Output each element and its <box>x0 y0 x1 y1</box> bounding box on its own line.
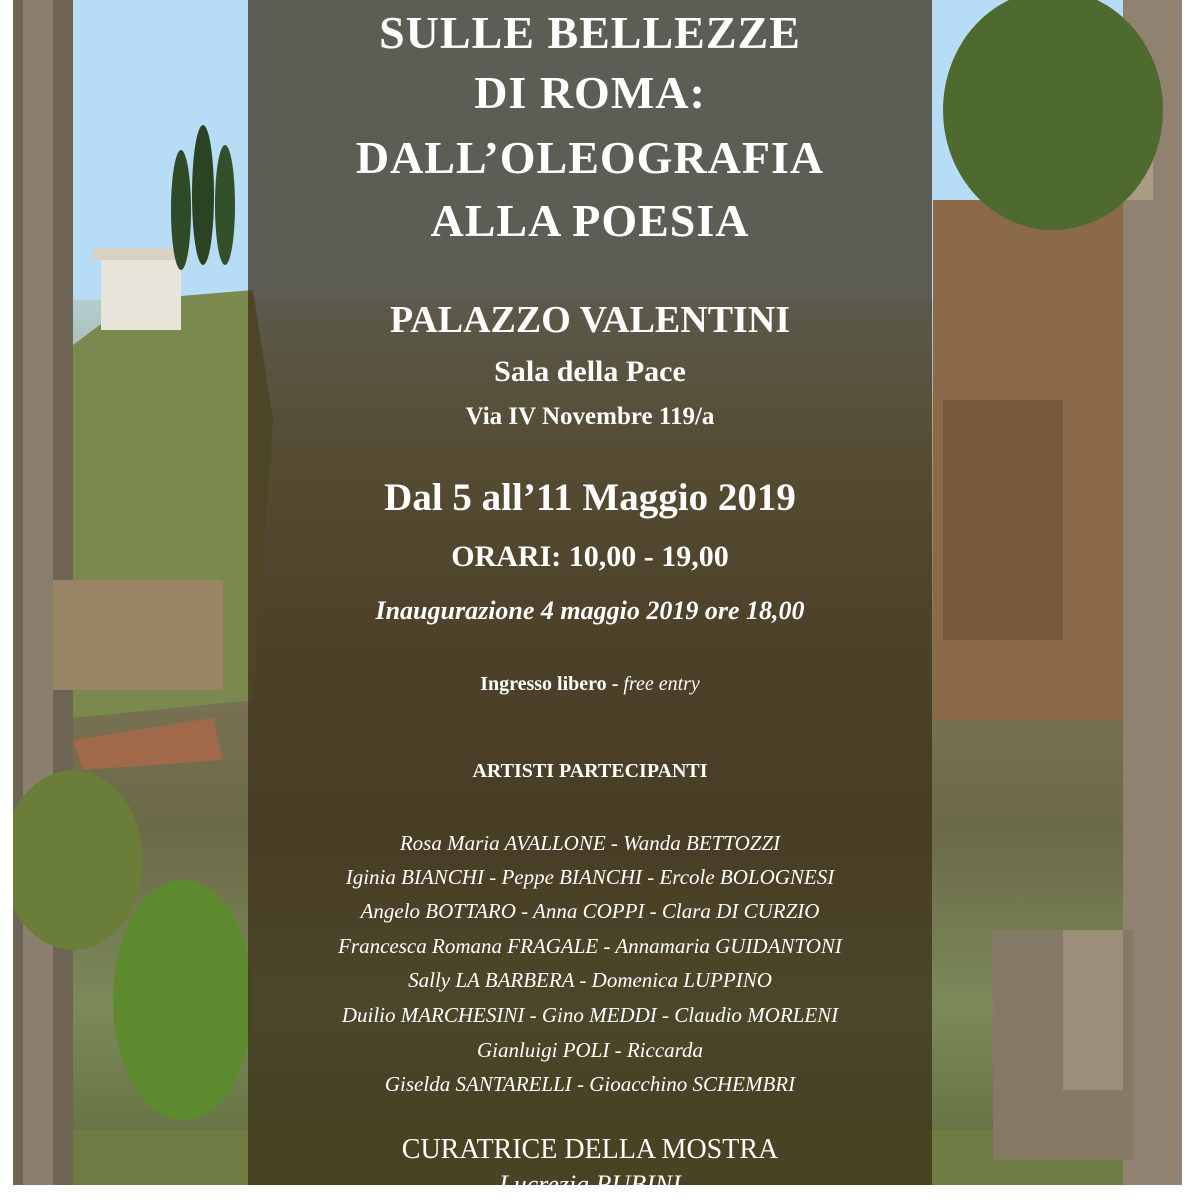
entry-label-en: free entry <box>623 673 700 695</box>
artist-line: Giselda SANTARELLI - Gioacchino SCHEMBRI <box>384 1072 796 1096</box>
curator-name: Lucrezia RUBINI <box>499 1170 681 1199</box>
inauguration: Inaugurazione 4 maggio 2019 ore 18,00 <box>375 596 805 625</box>
entry-label: Ingresso libero <box>480 673 607 695</box>
title-line-1: SULLE BELLEZZE <box>379 7 801 58</box>
artists-heading: ARTISTI PARTECIPANTI <box>472 760 708 782</box>
venue-room: Sala della Pace <box>494 355 686 388</box>
title-line-4: ALLA POESIA <box>430 195 750 246</box>
entry-info <box>248 673 932 696</box>
curator-heading: CURATRICE DELLA MOSTRA <box>401 1134 779 1165</box>
artist-line: Sally LA BARBERA - Domenica LUPPINO <box>408 968 772 992</box>
venue-address: Via IV Novembre 119/a <box>465 403 715 430</box>
artist-line: Duilio MARCHESINI - Gino MEDDI - Claudio MORLENI <box>341 1003 839 1027</box>
artist-line: Angelo BOTTARO - Anna COPPI - Clara DI CURZIO <box>360 899 820 923</box>
artist-line: Francesca Romana FRAGALE - Annamaria GUIDANTONI <box>338 934 842 958</box>
date-range: Dal 5 all’11 Maggio 2019 <box>384 476 796 519</box>
title-line-2: DI ROMA: <box>474 67 706 118</box>
opening-hours: ORARI: 10,00 - 19,00 <box>451 540 729 573</box>
entry-separator: - <box>611 673 619 695</box>
title-line-3: DALL’OLEOGRAFIA <box>355 132 825 183</box>
artist-line: Iginia BIANCHI - Peppe BIANCHI - Ercole BOLOGNESI <box>345 865 835 889</box>
artist-line: Rosa Maria AVALLONE - Wanda BETTOZZI <box>399 831 781 855</box>
page-margin-left <box>0 0 13 1185</box>
venue-name: PALAZZO VALENTINI <box>389 299 791 341</box>
artist-line: Gianluigi POLI - Riccarda <box>476 1038 704 1062</box>
